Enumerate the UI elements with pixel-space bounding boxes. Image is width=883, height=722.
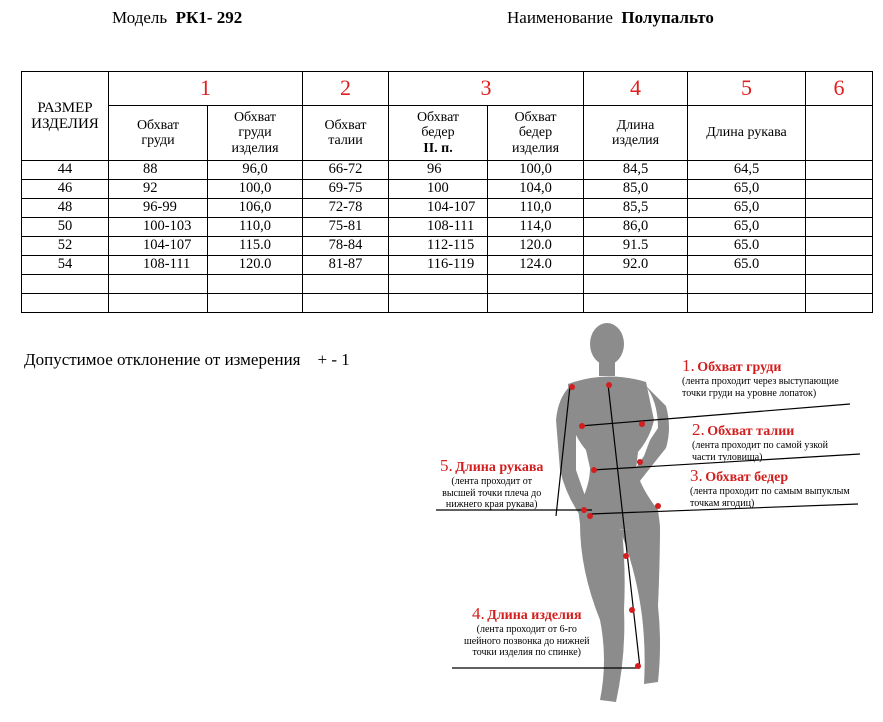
right-leg-shape (620, 526, 660, 684)
value-cell: 75-81 (303, 218, 389, 237)
empty-cell (303, 275, 389, 294)
empty-cell (688, 275, 806, 294)
legend-chest-title: Обхват груди (697, 360, 782, 375)
empty-cell (208, 294, 303, 313)
table-row (22, 199, 873, 218)
legend-waist-title: Обхват талии (707, 424, 795, 439)
value-cell: 85,0 (584, 180, 688, 199)
measurement-figure (430, 320, 883, 722)
value-cell: 114,0 (488, 218, 584, 237)
value-cell: 100-103 (109, 218, 208, 237)
size-table (21, 71, 873, 313)
value-cell (806, 256, 873, 275)
value-cell: 85,5 (584, 199, 688, 218)
point-length-mid (623, 553, 629, 559)
value-cell: 91.5 (584, 237, 688, 256)
empty-cell (488, 275, 584, 294)
empty-cell (303, 294, 389, 313)
legend-sleeve-note3: нижнего края рукава) (445, 499, 538, 511)
empty-row (22, 275, 873, 294)
point-shoulder (569, 384, 575, 390)
col-chest-label: Обхват груди (136, 117, 180, 148)
col-chest-garment-label: Обхват груди изделия (231, 109, 279, 156)
empty-cell (806, 294, 873, 313)
value-cell (806, 218, 873, 237)
empty-cell (109, 275, 208, 294)
legend-sleeve (440, 456, 543, 511)
point-chest-right (639, 421, 645, 427)
group-number-2: 2 (303, 72, 389, 106)
value-cell: 124.0 (488, 256, 584, 275)
size-cell: 48 (22, 199, 109, 218)
model-header (112, 8, 242, 28)
value-cell: 116-119 (389, 256, 488, 275)
value-cell: 86,0 (584, 218, 688, 237)
legend-sleeve-note1: (лента проходит от (451, 476, 532, 488)
group-number-row (22, 72, 873, 106)
col-chest-garment (208, 106, 303, 161)
value-cell: 96-99 (109, 199, 208, 218)
name-label: Наименование (507, 8, 613, 27)
table-row (22, 180, 873, 199)
value-cell: 104,0 (488, 180, 584, 199)
table-body (22, 161, 873, 313)
head-shape (590, 323, 624, 365)
value-cell: 100 (389, 180, 488, 199)
value-cell: 112-115 (389, 237, 488, 256)
value-cell: 96 (389, 161, 488, 180)
size-cell: 44 (22, 161, 109, 180)
legend-hips (690, 466, 850, 509)
value-cell: 84,5 (584, 161, 688, 180)
legend-sleeve-note2: высшей точки плеча до (442, 487, 542, 499)
col-waist (303, 106, 389, 161)
table-row (22, 256, 873, 275)
value-cell: 108-111 (389, 218, 488, 237)
value-cell (806, 237, 873, 256)
legend-hips-note1: (лента проходит по самым выпуклым (690, 486, 850, 498)
model-value: РК1- 292 (175, 8, 243, 27)
empty-cell (389, 294, 488, 313)
value-cell: 72-78 (303, 199, 389, 218)
name-header (507, 8, 714, 28)
col-hips-garment (488, 106, 584, 161)
col-chest (109, 106, 208, 161)
empty-cell (584, 294, 688, 313)
point-length-end (635, 663, 641, 669)
group-number-3: 3 (389, 72, 584, 106)
size-cell: 46 (22, 180, 109, 199)
empty-cell (688, 294, 806, 313)
empty-cell (208, 275, 303, 294)
value-cell: 65.0 (688, 237, 806, 256)
size-cell: 50 (22, 218, 109, 237)
legend-chest-num: 1. (682, 356, 695, 375)
value-cell: 69-75 (303, 180, 389, 199)
value-cell: 66-72 (303, 161, 389, 180)
legend-hips-title: Обхват бедер (705, 470, 789, 485)
legend-sleeve-num: 5. (440, 456, 453, 475)
value-cell: 115.0 (208, 237, 303, 256)
legend-length-title: Длина изделия (487, 608, 582, 623)
point-hips-right (655, 503, 661, 509)
value-cell: 78-84 (303, 237, 389, 256)
group-number-4: 4 (584, 72, 688, 106)
value-cell: 92 (109, 180, 208, 199)
legend-waist-num: 2. (692, 420, 705, 439)
value-cell: 96,0 (208, 161, 303, 180)
empty-cell (584, 275, 688, 294)
value-cell: 110,0 (488, 199, 584, 218)
model-label: Модель (112, 8, 168, 27)
legend-chest (682, 356, 839, 399)
legend-waist-note1: (лента проходит по самой узкой (692, 440, 828, 452)
col-length (584, 106, 688, 161)
point-neck (606, 382, 612, 388)
empty-cell (488, 294, 584, 313)
point-waist-left (591, 467, 597, 473)
legend-chest-note2: точки груди на уровне лопаток) (682, 387, 817, 399)
point-chest-left (579, 423, 585, 429)
col-sleeve: Длина рукава (688, 106, 806, 161)
size-cell: 54 (22, 256, 109, 275)
value-cell: 104-107 (389, 199, 488, 218)
value-cell: 65,0 (688, 199, 806, 218)
legend-sleeve-title: Длина рукава (455, 460, 544, 475)
empty-cell (806, 275, 873, 294)
empty-cell (22, 294, 109, 313)
value-cell: 120.0 (208, 256, 303, 275)
legend-waist-note2: части туловища) (692, 451, 763, 463)
value-cell: 106,0 (208, 199, 303, 218)
value-cell: 100,0 (488, 161, 584, 180)
empty-row (22, 294, 873, 313)
table-row (22, 161, 873, 180)
legend-length-note2: шейного позвонка до нижней (464, 635, 590, 647)
col-hips-garment-label: Обхват бедер изделия (511, 109, 560, 156)
legend-length-note3: точки изделия по спинке) (472, 647, 582, 659)
point-sleeve-end (581, 507, 587, 513)
size-cell: 52 (22, 237, 109, 256)
value-cell (806, 180, 873, 199)
empty-cell (389, 275, 488, 294)
group-number-5: 5 (688, 72, 806, 106)
value-cell: 92.0 (584, 256, 688, 275)
tolerance-value: + - 1 (317, 350, 350, 369)
value-cell: 110,0 (208, 218, 303, 237)
value-cell: 65,0 (688, 180, 806, 199)
col-empty (806, 106, 873, 161)
col-hips (389, 106, 488, 161)
size-header: РАЗМЕР ИЗДЕЛИЯ (22, 72, 109, 161)
legend-length-note1: (лента проходит от 6-го (476, 624, 577, 636)
legend-hips-num: 3. (690, 466, 703, 485)
group-number-6: 6 (806, 72, 873, 106)
value-cell: 108-111 (109, 256, 208, 275)
group-number-1: 1 (109, 72, 303, 106)
value-cell: 100,0 (208, 180, 303, 199)
legend-hips-note2: точкам ягодиц) (690, 497, 755, 509)
value-cell: 65.0 (688, 256, 806, 275)
value-cell: 81-87 (303, 256, 389, 275)
column-header-row (22, 106, 873, 161)
legend-chest-note1: (лента проходит через выступающие (682, 376, 839, 388)
value-cell: 104-107 (109, 237, 208, 256)
tolerance-text: Допустимое отклонение от измерения (24, 350, 301, 369)
empty-cell (109, 294, 208, 313)
legend-length-num: 4. (471, 604, 485, 623)
legend-length (464, 604, 590, 659)
point-hips-left (587, 513, 593, 519)
value-cell: 65,0 (688, 218, 806, 237)
point-length-lower (629, 607, 635, 613)
col-hips-sub: II. п. (423, 140, 453, 156)
empty-cell (22, 275, 109, 294)
tolerance-note (24, 350, 350, 370)
col-waist-label: Обхват талии (324, 117, 367, 148)
name-value: Полупальто (621, 8, 714, 27)
neck-shape (599, 360, 615, 376)
col-hips-label: Обхват бедер (416, 109, 460, 141)
table-row (22, 237, 873, 256)
legend-waist (692, 420, 828, 463)
table-row (22, 218, 873, 237)
value-cell (806, 199, 873, 218)
value-cell (806, 161, 873, 180)
value-cell: 88 (109, 161, 208, 180)
value-cell: 120.0 (488, 237, 584, 256)
point-waist-right (637, 459, 643, 465)
value-cell: 64,5 (688, 161, 806, 180)
col-length-label: Длина изделия (611, 117, 660, 148)
